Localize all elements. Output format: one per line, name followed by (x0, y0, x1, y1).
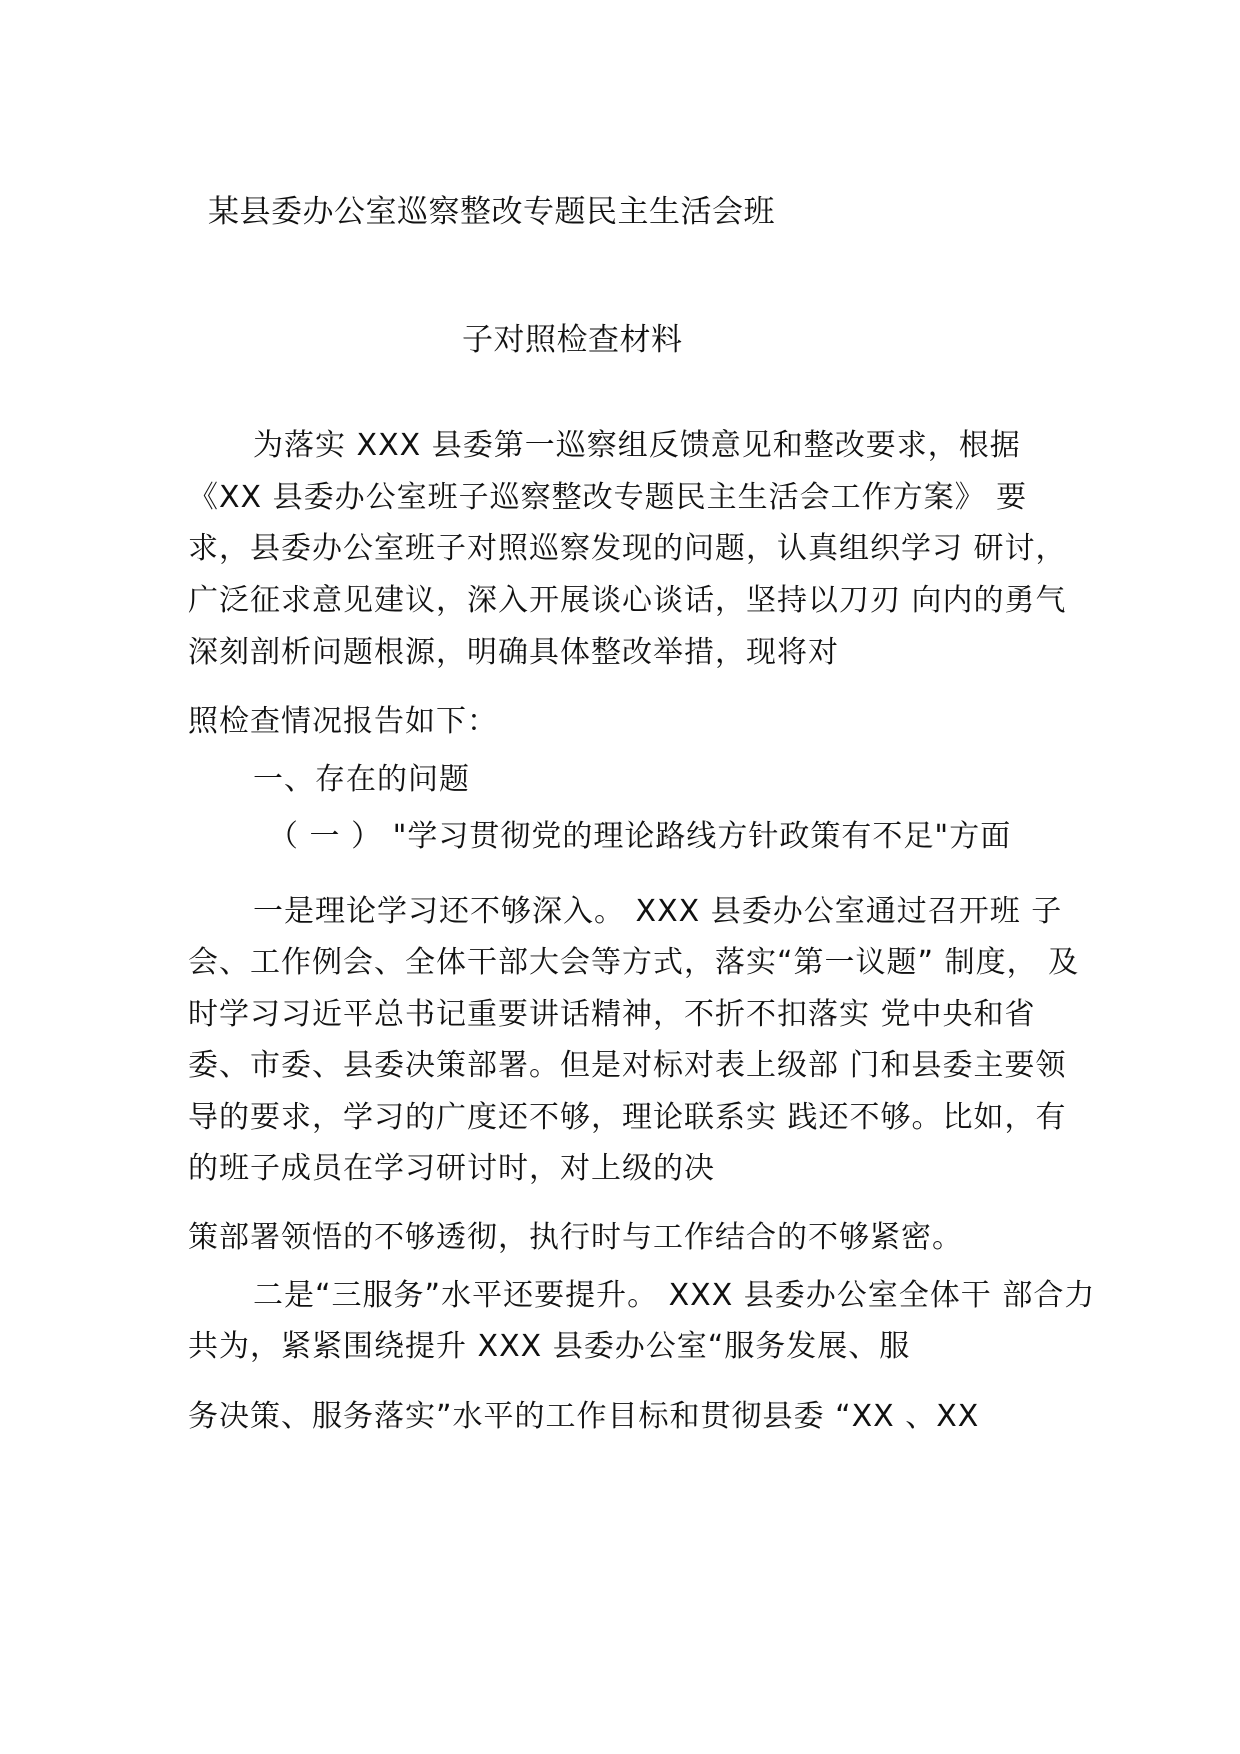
intro-line-4: 广泛征求意见建议，深入开展谈心谈话，坚持以刀刃 向内的勇气 (188, 583, 1067, 618)
subsection-heading: （ 一 ） "学习贯彻党的理论路线方针政策有不足"方面 (268, 819, 1012, 854)
document-title-line-2: 子对照检查材料 (462, 322, 683, 358)
intro-line-3: 求，县委办公室班子对照巡察发现的问题，认真组织学习 研讨， (188, 531, 1067, 566)
paragraph-1-line-3: 时学习习近平总书记重要讲话精神，不折不扣落实 党中央和省 (188, 997, 1036, 1032)
paragraph-1-line-6: 的班子成员在学习研讨时，对上级的决 (188, 1151, 715, 1186)
paragraph-1-line-1: 一是理论学习还不够深入。 XXX 县委办公室通过召开班 子 (253, 894, 1063, 929)
intro-line-2: 《XX 县委办公室班子巡察整改专题民主生活会工作方案》 要 (188, 480, 1028, 515)
intro-line-5: 深刻剖析问题根源，明确具体整改举措，现将对 (188, 635, 839, 670)
paragraph-1-line-2: 会、工作例会、全体干部大会等方式，落实“第一议题” 制度， 及 (188, 945, 1080, 980)
intro-line-1: 为落实 XXX 县委第一巡察组反馈意见和整改要求，根据 (253, 428, 1021, 463)
document-title-line-1: 某县委办公室巡察整改专题民主生活会班 (208, 194, 775, 230)
paragraph-1-line-4: 委、市委、县委决策部署。但是对标对表上级部 门和县委主要领 (188, 1048, 1067, 1083)
paragraph-2-line-2: 共为，紧紧围绕提升 XXX 县委办公室“服务发展、服 (188, 1329, 911, 1364)
paragraph-2-line-3: 务决策、服务落实”水平的工作目标和贯彻县委 “XX 、XX (188, 1399, 980, 1434)
paragraph-1-line-7: 策部署领悟的不够透彻，执行时与工作结合的不够紧密。 (188, 1220, 963, 1255)
paragraph-2-line-1: 二是“三服务”水平还要提升。 XXX 县委办公室全体干 部合力 (253, 1278, 1096, 1313)
section-heading: 一、存在的问题 (253, 762, 470, 797)
intro-line-6: 照检查情况报告如下： (188, 704, 498, 739)
paragraph-1-line-5: 导的要求，学习的广度还不够，理论联系实 践还不够。比如，有 (188, 1100, 1067, 1135)
